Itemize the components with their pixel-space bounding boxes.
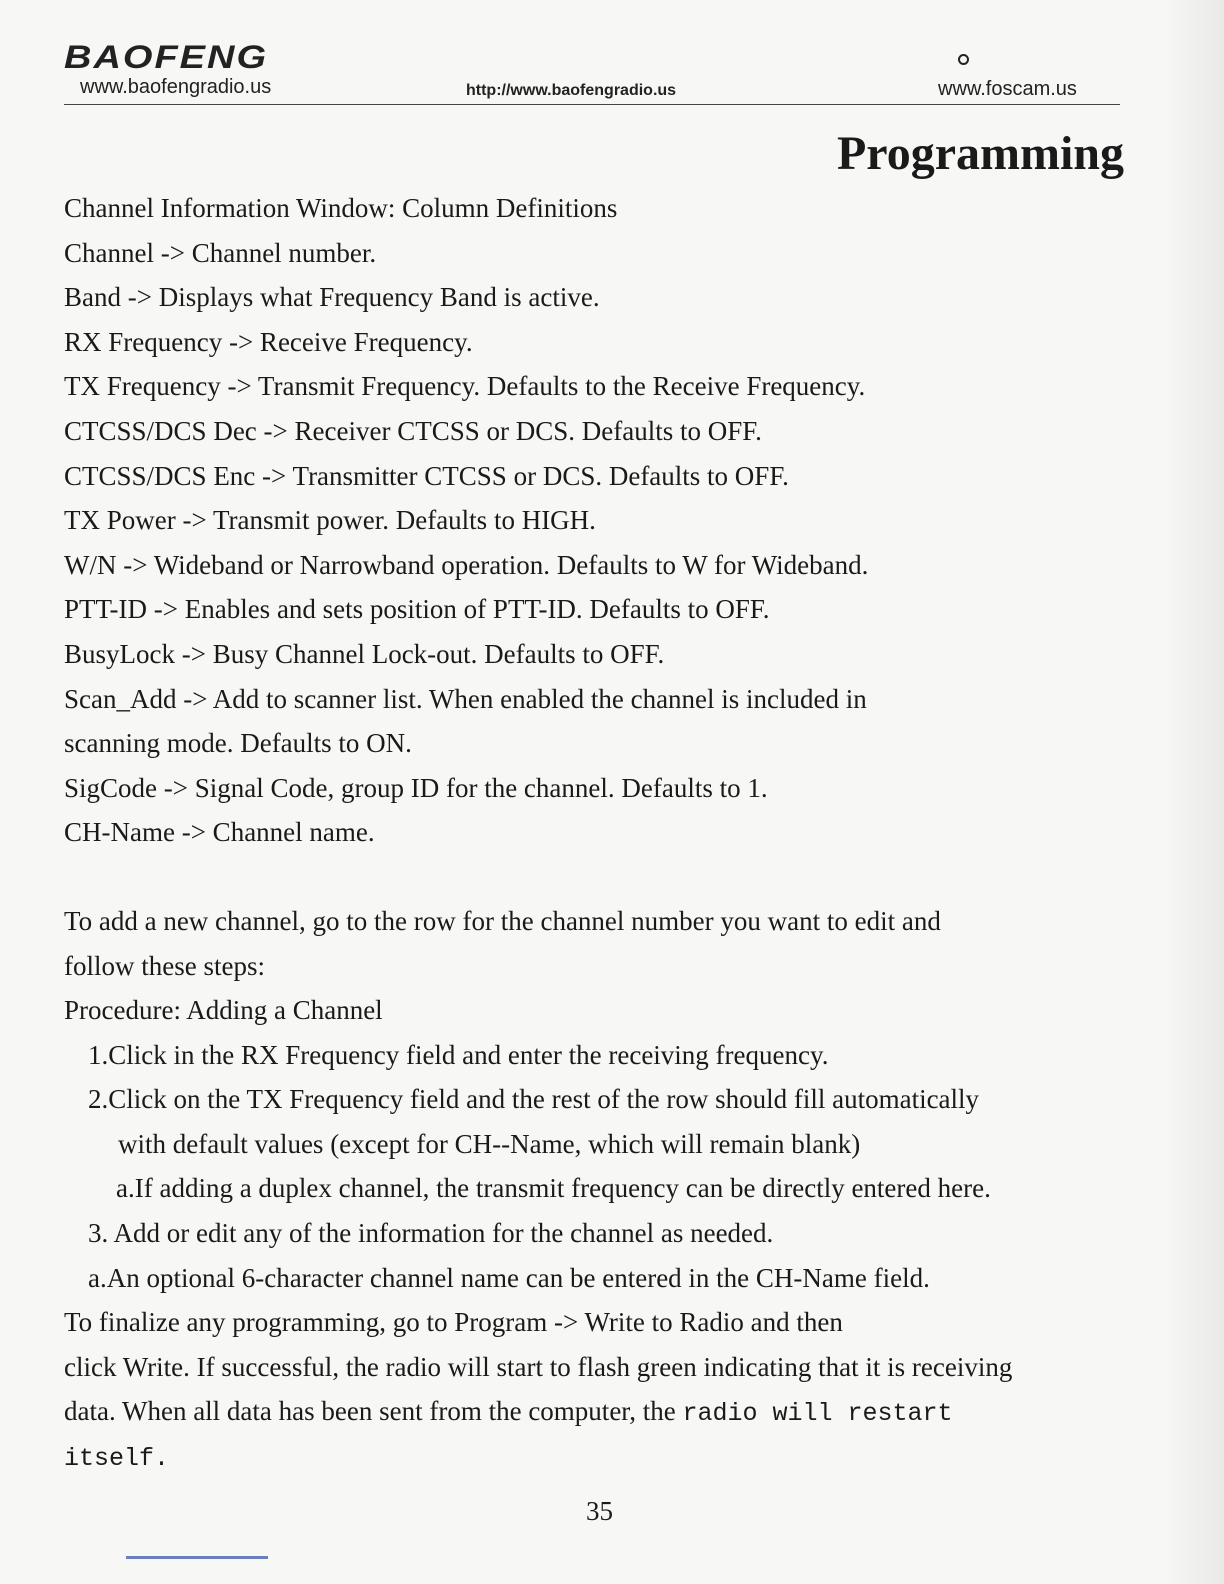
procedure-intro-cont: follow these steps: — [64, 950, 265, 981]
finalize-line-2: click Write. If successful, the radio will start to flash green indicating that it is receiving — [64, 1351, 1013, 1382]
procedure-intro: To add a new channel, go to the row for the channel number you want to edit and — [64, 905, 941, 936]
definition-item: Scan_Add -> Add to scanner list. When enabled the channel is included in — [64, 683, 867, 714]
finalize-line-3-text: data. When all data has been sent from the computer, the — [64, 1396, 676, 1427]
definition-item: scanning mode. Defaults to ON. — [64, 728, 412, 759]
finalize-line-4: itself. — [64, 1444, 170, 1474]
definition-item: Channel -> Channel number. — [64, 237, 377, 268]
header-url-right: www.foscam.us — [938, 78, 1077, 100]
definition-item: TX Power -> Transmit power. Defaults to HIGH. — [64, 505, 596, 536]
definition-item: TX Frequency -> Transmit Frequency. Defaults to the Receive Frequency. — [64, 371, 866, 402]
definition-item: BusyLock -> Busy Channel Lock-out. Defaults to OFF. — [64, 638, 665, 669]
scan-shadow — [1164, 0, 1224, 1584]
page-body — [64, 186, 1134, 1482]
definitions-heading: Channel Information Window: Column Definitions — [64, 193, 618, 223]
paragraph-spacer — [64, 855, 1134, 899]
finalize-line-3-mono: radio will restart — [682, 1399, 953, 1429]
circle-icon — [958, 54, 969, 65]
procedure-step-2-cont: with default values (except for CH--Name, which will remain blank) — [118, 1128, 861, 1159]
definition-item: CH-Name -> Channel name. — [64, 817, 375, 848]
header-url-left: www.baofengradio.us — [80, 76, 272, 98]
procedure-heading: Procedure: Adding a Channel — [64, 995, 383, 1026]
procedure-step-3a: a.An optional 6-character channel name can be entered in the CH-Name field. — [88, 1262, 930, 1293]
definition-item: CTCSS/DCS Enc -> Transmitter CTCSS or DCS. Defaults to OFF. — [64, 460, 789, 491]
procedure-step-2a: a.If adding a duplex channel, the transmit frequency can be directly entered here. — [116, 1173, 991, 1204]
procedure-step-1: 1.Click in the RX Frequency field and enter the receiving frequency. — [88, 1039, 829, 1070]
page-title: Programming — [836, 127, 1124, 180]
definition-item: SigCode -> Signal Code, group ID for the channel. Defaults to 1. — [64, 772, 768, 803]
definition-item: W/N -> Wideband or Narrowband operation. Defaults to W for Wideband. — [64, 549, 869, 580]
bottom-mark — [126, 1556, 268, 1559]
page-number: 35 — [586, 1496, 613, 1526]
finalize-line-1: To finalize any programming, go to Program -> Write to Radio and then — [64, 1307, 843, 1338]
finalize-line-3 — [64, 1389, 1134, 1437]
header-url-center: http://www.baofengradio.us — [466, 82, 677, 99]
definition-item: CTCSS/DCS Dec -> Receiver CTCSS or DCS. Defaults to OFF. — [64, 415, 762, 446]
baofeng-logo: BAOFENG — [64, 40, 268, 76]
procedure-step-2: 2.Click on the TX Frequency field and the rest of the row should fill automatically — [88, 1084, 980, 1115]
header-divider — [64, 104, 1120, 105]
definition-item: PTT-ID -> Enables and sets position of PTT-ID. Defaults to OFF. — [64, 594, 770, 625]
definition-item: RX Frequency -> Receive Frequency. — [64, 326, 473, 357]
procedure-step-3: 3. Add or edit any of the information for the channel as needed. — [88, 1218, 774, 1249]
definition-item: Band -> Displays what Frequency Band is active. — [64, 282, 600, 313]
